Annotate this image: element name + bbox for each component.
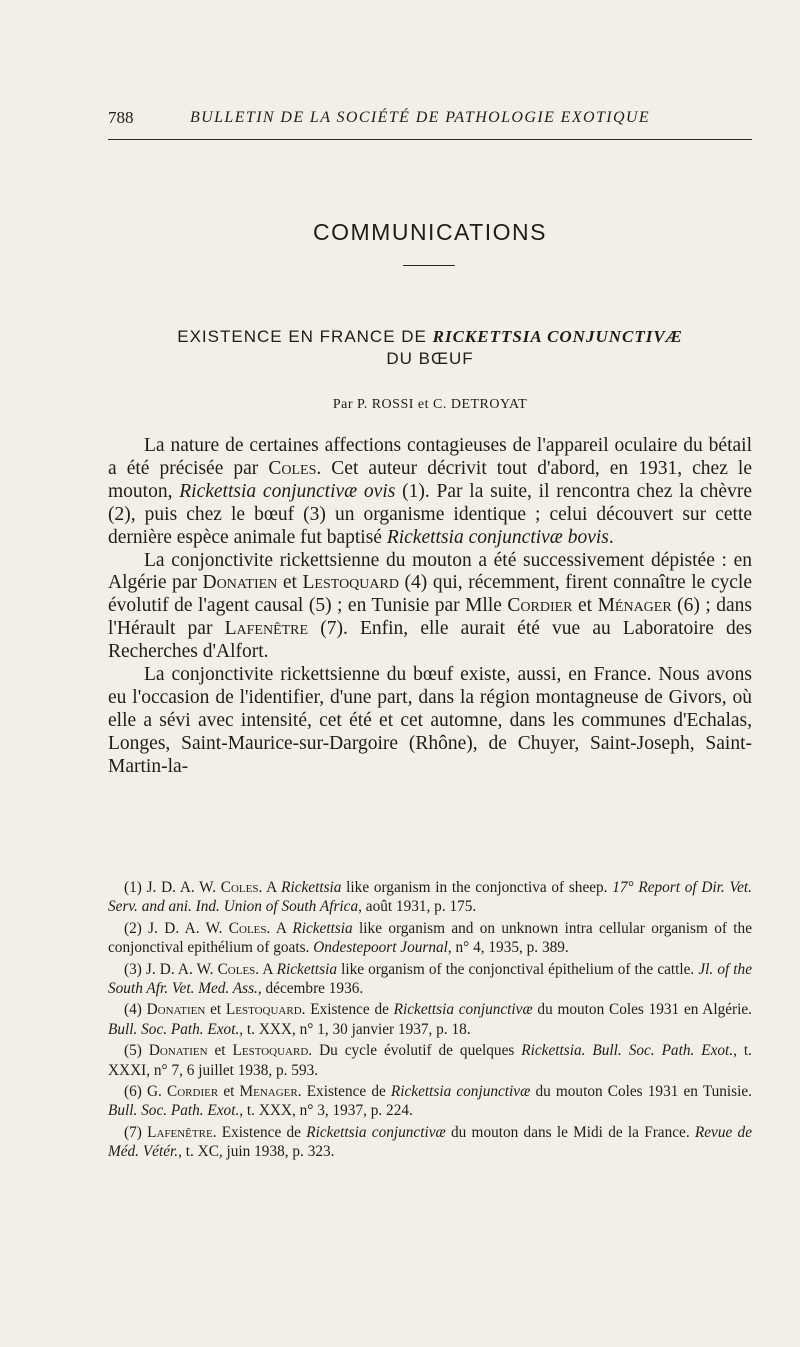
author-name: Donatien bbox=[202, 572, 278, 594]
italic-run: Bull. Soc. Path. Exot. bbox=[108, 1102, 240, 1120]
text-run: La conjonctivite rickettsienne du mouton a été successivement dépistée : en Algérie par bbox=[108, 549, 752, 594]
section-divider bbox=[403, 265, 455, 266]
text-run: et bbox=[207, 1042, 233, 1060]
author-name: Coles bbox=[268, 457, 317, 479]
text-run: et bbox=[205, 1001, 226, 1019]
italic-run: Rickettsia bbox=[281, 879, 342, 896]
footnote-3 bbox=[108, 960, 752, 999]
author-name: Coles bbox=[220, 879, 259, 896]
text-run: . A bbox=[258, 879, 282, 896]
text-run: du mouton dans le Midi de la France. bbox=[445, 1123, 695, 1141]
running-head bbox=[108, 108, 752, 134]
text-run: . Existence de bbox=[297, 1083, 391, 1101]
text-run: du mouton Coles 1931 en Algérie. bbox=[532, 1001, 752, 1019]
species-name: Rickettsia conjunctivæ ovis bbox=[179, 480, 396, 502]
text-run: . A bbox=[255, 960, 277, 978]
author-name: Ménager bbox=[597, 595, 672, 617]
footnote-2 bbox=[108, 919, 752, 958]
paragraph-1 bbox=[108, 435, 752, 550]
article-title-line-2: DU BŒUF bbox=[386, 349, 474, 368]
article-title-line-1 bbox=[108, 326, 752, 348]
text-run: . Existence de bbox=[301, 1001, 394, 1019]
text-run: . bbox=[608, 526, 614, 548]
text-run: du mouton Coles 1931 en Tunisie. bbox=[530, 1083, 752, 1101]
text-run: , août 1931, p. 175. bbox=[358, 898, 477, 916]
italic-run: Ondestepoort Journal bbox=[313, 939, 448, 957]
journal-title: BULLETIN DE LA SOCIÉTÉ DE PATHOLOGIE EXOTIQUE bbox=[190, 109, 651, 126]
text-run: . Cet auteur décrivit tout d'abord, en 1931, chez le mouton, bbox=[108, 457, 752, 502]
author-name: Lestoquard bbox=[225, 1001, 302, 1019]
text-run: (2) J. D. A. W. bbox=[124, 919, 229, 937]
author-name: Lafenêtre bbox=[224, 618, 309, 640]
author-name: Donatien bbox=[146, 1001, 206, 1019]
author-name: Lestoquard bbox=[302, 572, 399, 594]
italic-run: Rickettsia. Bull. Soc. Path. Exot. bbox=[521, 1042, 734, 1060]
text-run: et bbox=[218, 1083, 240, 1101]
footnote-7 bbox=[108, 1123, 752, 1162]
author-name: Coles bbox=[228, 919, 267, 937]
author-name: Cordier bbox=[507, 595, 573, 617]
text-run: . A bbox=[266, 919, 293, 937]
text-run: (4) bbox=[124, 1001, 147, 1019]
footnote-4 bbox=[108, 1000, 752, 1039]
italic-run: Rickettsia conjunctivæ bbox=[393, 1001, 533, 1019]
text-run: et bbox=[277, 572, 303, 594]
italic-run: Rickettsia conjunctivæ bbox=[306, 1123, 446, 1141]
italic-run: Rickettsia bbox=[276, 960, 337, 978]
author-name: Menager bbox=[239, 1083, 298, 1101]
text-run: , t. XXX, n° 3, 1937, p. 224. bbox=[239, 1102, 413, 1120]
text-run: (6) G. bbox=[124, 1083, 168, 1101]
page-number: 788 bbox=[108, 108, 134, 127]
text-run: . Du cycle évolutif de quelques bbox=[308, 1042, 522, 1060]
text-run: like organism and on unknown intra cellular organism of the conjonctival epithélium of goats. bbox=[108, 919, 752, 957]
article-body bbox=[108, 435, 752, 779]
text-run: (6) ; dans l'Hérault par bbox=[108, 595, 753, 640]
title-species: RICKETTSIA CONJUNCTIVÆ bbox=[432, 327, 683, 346]
text-run: (3) J. D. A. W. bbox=[124, 960, 218, 978]
italic-run: 17° Report of Dir. Vet. Serv. and ani. Ind. Union of South Africa bbox=[108, 879, 752, 916]
text-run: (1) J. D. A. W. bbox=[124, 879, 221, 896]
author-name: Coles bbox=[217, 960, 256, 978]
text-run: (5) bbox=[124, 1042, 149, 1060]
author-name: Lafenêtre bbox=[147, 1123, 213, 1141]
text-run: , t. XXX, n° 1, 30 janvier 1937, p. 18. bbox=[239, 1020, 471, 1038]
paragraph-2 bbox=[108, 550, 752, 665]
text-run: (1). Par la suite, il rencontra chez la chèvre (2), puis chez le bœuf (3) un organisme identique ; celui découvert sur cette dernière espèce animale fut baptisé bbox=[108, 480, 752, 548]
section-title: COMMUNICATIONS bbox=[313, 219, 547, 245]
text-run: . Existence de bbox=[212, 1123, 307, 1141]
footnote-6 bbox=[108, 1082, 752, 1121]
text-run: (7). Enfin, elle aurait été vue au Laboratoire des Recherches d'Alfort. bbox=[108, 618, 752, 663]
italic-run: Jl. of the South Afr. Vet. Med. Ass. bbox=[108, 960, 752, 998]
text-run: (7) bbox=[124, 1123, 148, 1141]
footnote-5 bbox=[108, 1041, 752, 1080]
italic-run: Bull. Soc. Path. Exot. bbox=[108, 1020, 240, 1038]
text-run: (4) qui, récemment, firent connaître le cycle évolutif de l'agent causal (5) ; en Tunisie par Mlle bbox=[108, 572, 753, 617]
header-rule bbox=[108, 139, 752, 140]
text-run: like organism in the conjonctiva of sheep. bbox=[341, 879, 613, 896]
text-run: like organism of the conjonctival épithelium of the cattle. bbox=[336, 960, 699, 978]
text-run: , décembre 1936. bbox=[257, 980, 364, 998]
footnotes bbox=[108, 878, 752, 1164]
text-run: La nature de certaines affections contagieuses de l'appareil oculaire du bétail a été précisée par bbox=[108, 435, 752, 479]
title-text: EXISTENCE EN FRANCE DE bbox=[177, 327, 433, 346]
italic-run: Rickettsia conjunctivæ bbox=[390, 1083, 531, 1101]
text-run: , t. XC, juin 1938, p. 323. bbox=[178, 1143, 335, 1161]
author-name: Lestoquard bbox=[232, 1042, 309, 1060]
paragraph-3: La conjonctivite rickettsienne du bœuf existe, aussi, en France. Nous avons eu l'occasion de l'identifier, d'une part, dans la région montagneuse de Givors, où elle a sévi avec intensité, cet été et cet automne, dans les communes d'Echalas, Longes, Saint-Maurice-sur-Dargoire (Rhône), de Chuyer, Saint-Joseph, Saint-Martin-la- bbox=[108, 664, 752, 777]
article-title bbox=[108, 326, 752, 370]
species-name: Rickettsia conjunctivæ bovis bbox=[386, 526, 609, 548]
text-run: , n° 4, 1935, p. 389. bbox=[447, 939, 569, 957]
text-run: , t. XXXI, n° 7, 6 juillet 1938, p. 593. bbox=[108, 1042, 752, 1079]
author-name: Cordier bbox=[167, 1083, 219, 1101]
italic-run: Revue de Méd. Vétér. bbox=[108, 1123, 752, 1161]
text-run: et bbox=[572, 595, 598, 617]
italic-run: Rickettsia bbox=[292, 919, 353, 937]
author-name: Donatien bbox=[148, 1042, 208, 1060]
article-authors: Par P. ROSSI et C. DETROYAT bbox=[332, 397, 528, 412]
footnote-1 bbox=[108, 878, 752, 917]
